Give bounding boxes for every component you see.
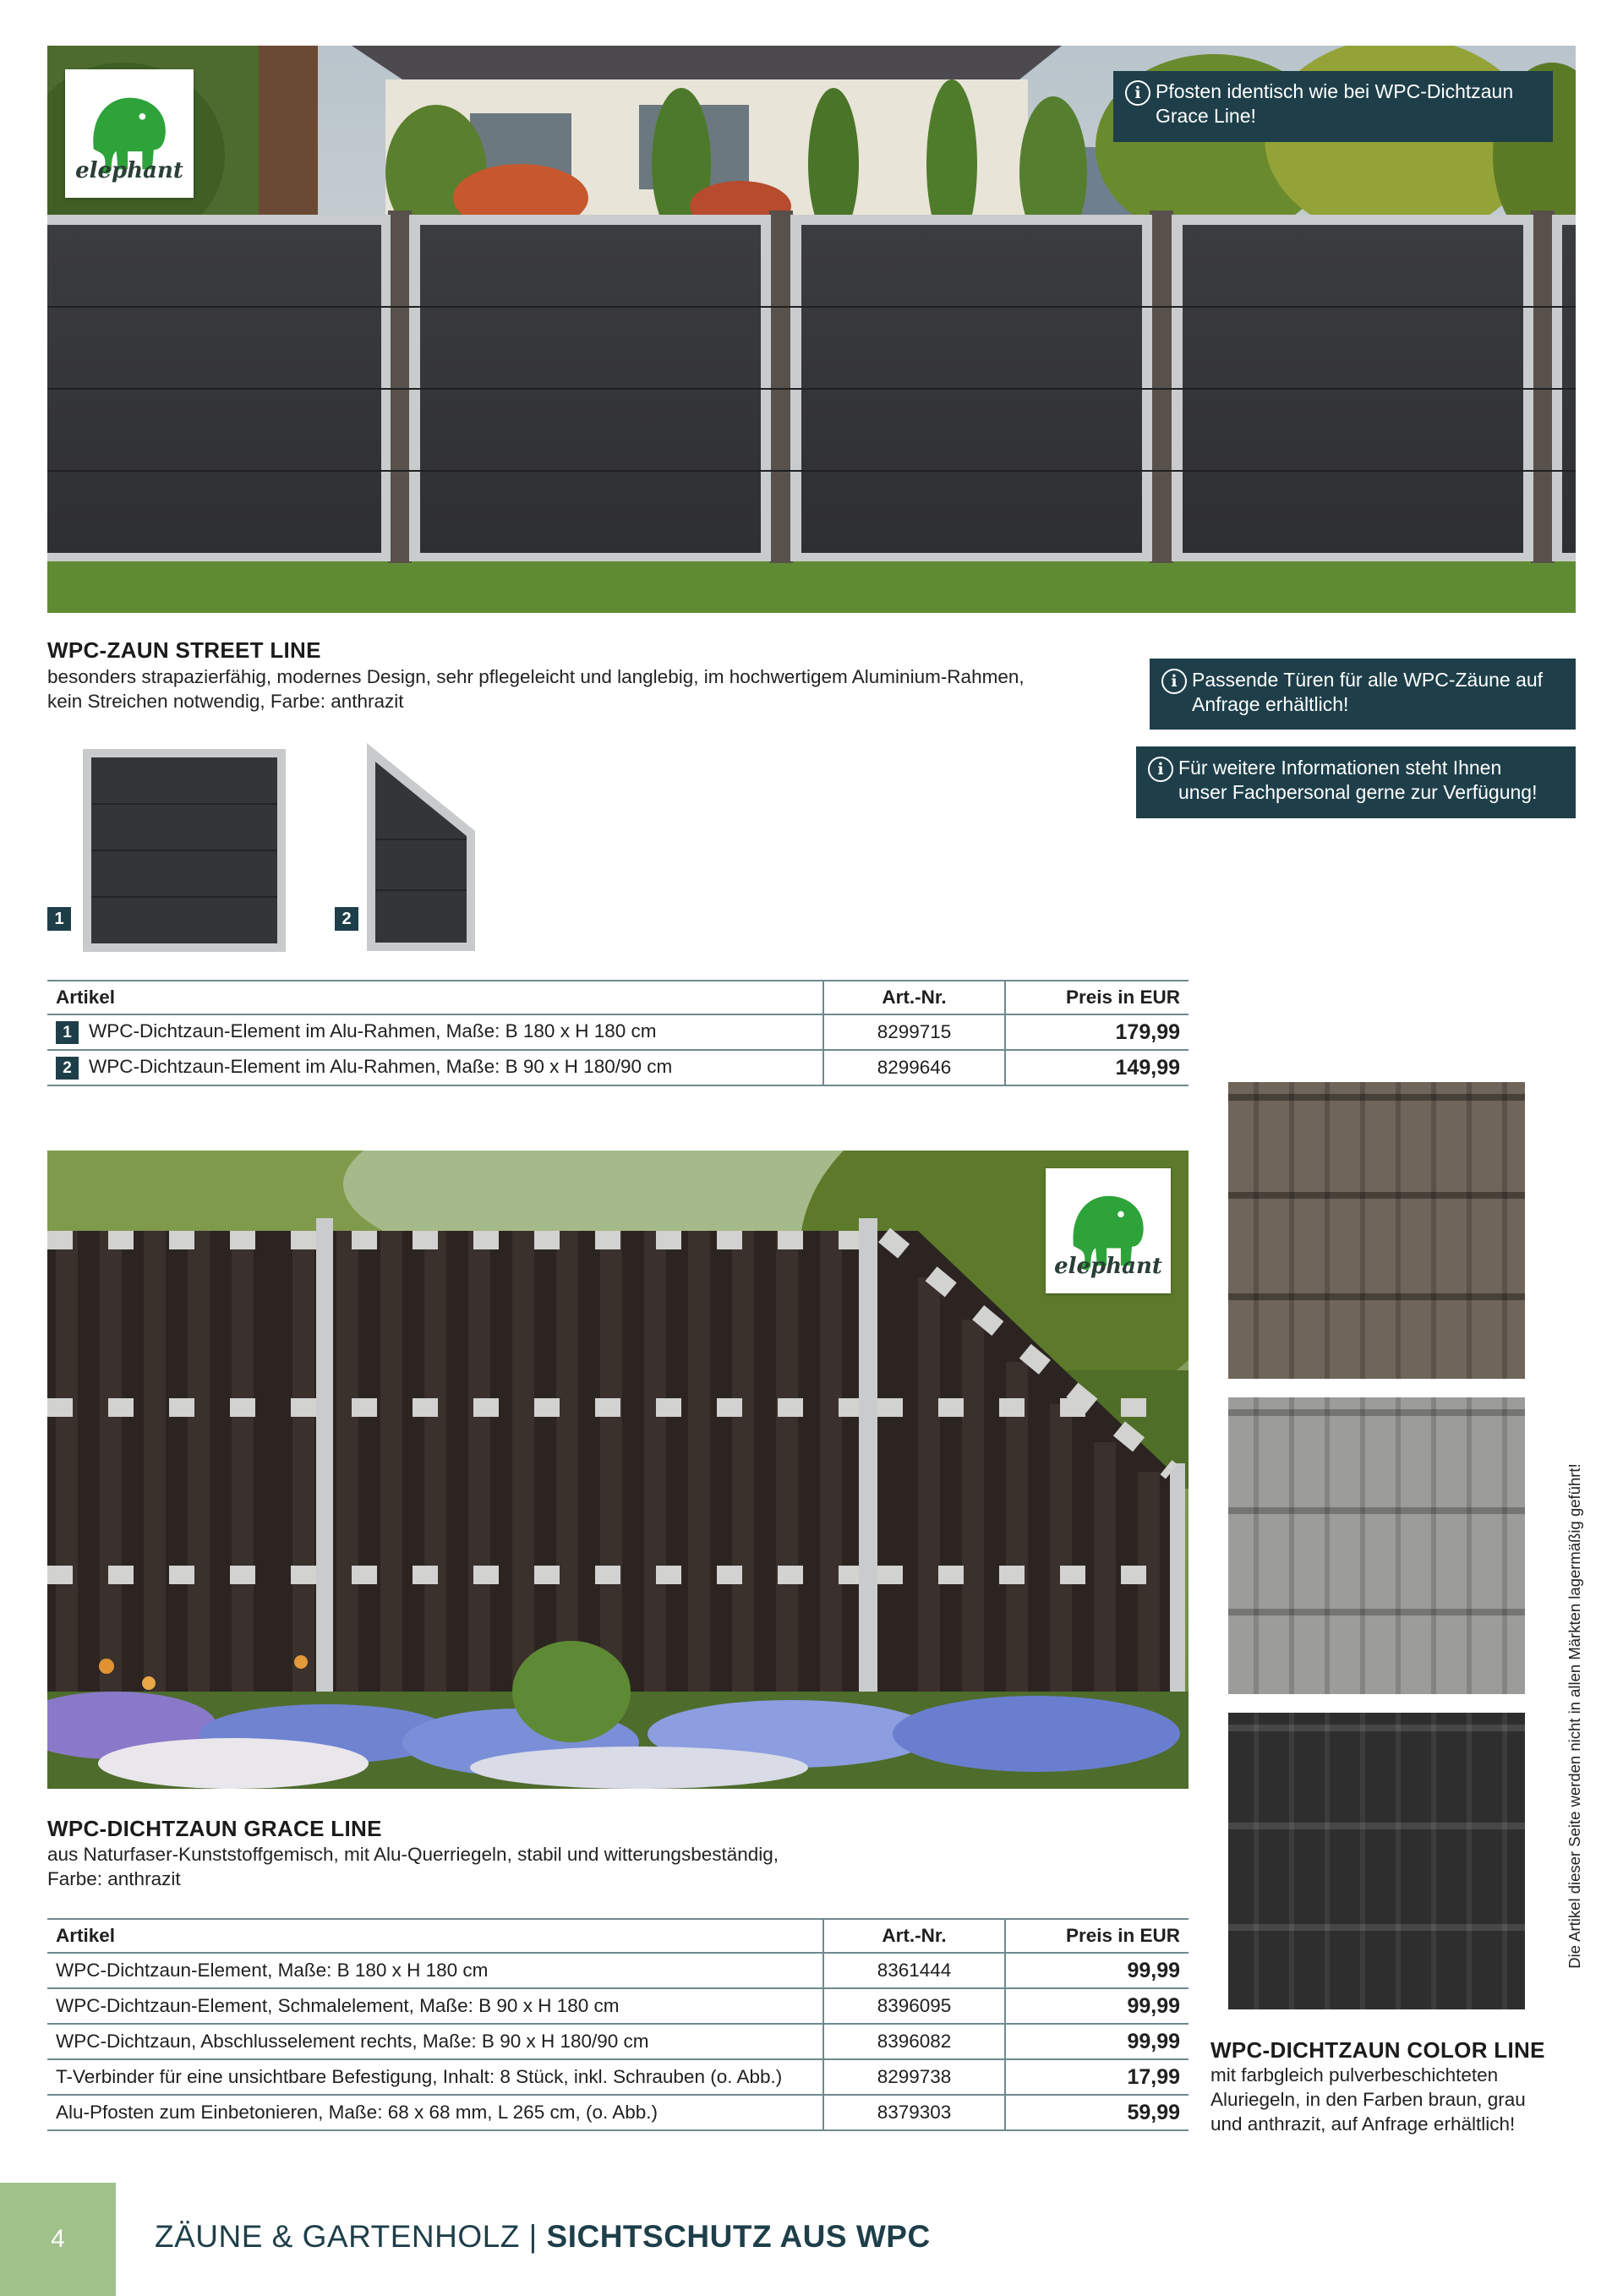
price-cell: 179,99 <box>1005 1014 1189 1050</box>
elephant-logo-grace <box>1046 1168 1171 1293</box>
swatch-brown-bg <box>1228 1082 1525 1379</box>
table-row <box>47 1988 1189 2024</box>
art-nr-cell: 8299738 <box>823 2059 1005 2095</box>
doors-info-text: Passende Türen für alle WPC-Zäune auf Anfrage erhältlich! <box>1192 669 1544 715</box>
posts-info-text: Pfosten identisch wie bei WPC-Dichtzaun Grace Line! <box>1156 80 1514 127</box>
doors-info-box <box>1150 659 1576 730</box>
thumb-element-full <box>76 730 298 960</box>
table-header-row <box>47 981 1189 1014</box>
artikel-text: WPC-Dichtzaun-Element im Alu-Rahmen, Maße: B 90 x H 180/90 cm <box>89 1056 673 1078</box>
swatch-grey <box>1228 1397 1525 1694</box>
info-icon: i <box>1161 669 1187 694</box>
table-row <box>47 1014 1189 1050</box>
price-cell: 17,99 <box>1005 2059 1189 2095</box>
col-artikel: Artikel <box>47 981 823 1014</box>
logo-wordmark: elephant <box>1054 1254 1162 1279</box>
thumb-number-1: 1 <box>47 907 71 931</box>
artikel-cell: Alu-Pfosten zum Einbetonieren, Maße: 68 x 68 mm, L 265 cm, (o. Abb.) <box>47 2095 823 2130</box>
footer-category: ZÄUNE & GARTENHOLZ <box>155 2219 520 2254</box>
street-line-description: besonders strapazierfähig, modernes Design, sehr pflegeleicht und langlebig, im hochwertigem Aluminium-Rahmen, kein Streichen notwendig, Farbe: anthrazit <box>47 666 1025 712</box>
grace-line-photo <box>47 1151 1189 1789</box>
table-row <box>47 1953 1189 1988</box>
col-art-nr: Art.-Nr. <box>823 981 1005 1014</box>
page-number-box <box>0 2183 116 2296</box>
price-cell: 99,99 <box>1005 1988 1189 2024</box>
table-header-row <box>47 1919 1189 1953</box>
price-cell: 99,99 <box>1005 1953 1189 1988</box>
swatch-grey-bg <box>1228 1397 1525 1694</box>
footer-title <box>155 2219 931 2255</box>
table-row <box>47 1050 1189 1085</box>
footer-separator: | <box>528 2219 538 2254</box>
artikel-cell: WPC-Dichtzaun, Abschlusselement rechts, Maße: B 90 x H 180/90 cm <box>47 2024 823 2059</box>
artikel-cell <box>47 1014 823 1050</box>
swatch-anthracite-bg <box>1228 1713 1525 2009</box>
grace-line-description: aus Naturfaser-Kunststoffgemisch, mit Alu-Querriegeln, stabil und witterungsbeständig, Farbe: anthrazit <box>47 1844 779 1889</box>
table-row <box>47 2095 1189 2130</box>
page-number: 4 <box>51 2225 65 2253</box>
posts-info-box <box>1113 71 1553 142</box>
staff-info-text: Für weitere Informationen steht Ihnen unser Fachpersonal gerne zur Verfügung! <box>1178 757 1538 803</box>
price-cell: 149,99 <box>1005 1050 1189 1085</box>
table-row <box>47 2024 1189 2059</box>
art-nr-cell: 8396095 <box>823 1988 1005 2024</box>
art-nr-cell: 8299646 <box>823 1050 1005 1085</box>
art-nr-cell: 8379303 <box>823 2095 1005 2130</box>
swatch-anthracite <box>1228 1713 1525 2009</box>
street-line-title: WPC-ZAUN STREET LINE <box>47 637 321 663</box>
info-icon: i <box>1125 80 1150 106</box>
color-line-title: WPC-DICHTZAUN COLOR LINE <box>1210 2037 1545 2063</box>
artikel-cell: WPC-Dichtzaun-Element, Schmalelement, Maße: B 90 x H 180 cm <box>47 1988 823 2024</box>
col-preis: Preis in EUR <box>1005 981 1189 1014</box>
table-row <box>47 2059 1189 2095</box>
staff-info-box <box>1136 746 1576 818</box>
price-cell: 59,99 <box>1005 2095 1189 2130</box>
col-preis: Preis in EUR <box>1005 1919 1189 1953</box>
row-number-badge: 1 <box>56 1021 79 1044</box>
art-nr-cell: 8299715 <box>823 1014 1005 1050</box>
art-nr-cell: 8361444 <box>823 1953 1005 1988</box>
side-stock-note: Die Artikel dieser Seite werden nicht in allen Märkten lagermäßig geführt! <box>1566 1463 1583 1969</box>
street-line-table <box>47 980 1189 1086</box>
price-cell: 99,99 <box>1005 2024 1189 2059</box>
art-nr-cell: 8396082 <box>823 2024 1005 2059</box>
grace-line-table <box>47 1918 1189 2131</box>
col-artikel: Artikel <box>47 1919 823 1953</box>
logo-wordmark: elephant <box>75 158 183 183</box>
grace-line-title: WPC-DICHTZAUN GRACE LINE <box>47 1816 382 1841</box>
elephant-logo <box>65 69 194 198</box>
thumb-number-2: 2 <box>335 907 358 931</box>
artikel-text: WPC-Dichtzaun-Element im Alu-Rahmen, Maße: B 180 x H 180 cm <box>89 1020 657 1042</box>
footer-section: SICHTSCHUTZ AUS WPC <box>546 2219 931 2254</box>
col-art-nr: Art.-Nr. <box>823 1919 1005 1953</box>
artikel-cell <box>47 1050 823 1085</box>
artikel-cell: WPC-Dichtzaun-Element, Maße: B 180 x H 180 cm <box>47 1953 823 1988</box>
row-number-badge: 2 <box>56 1057 79 1080</box>
swatch-brown <box>1228 1082 1525 1379</box>
color-line-description: mit farbgleich pulverbeschichteten Aluriegeln, in den Farben braun, grau und anthrazit, auf Anfrage erhältlich! <box>1210 2064 1526 2135</box>
info-icon: i <box>1148 757 1173 782</box>
thumb-element-slanted <box>362 738 480 958</box>
artikel-cell: T-Verbinder für eine unsichtbare Befestigung, Inhalt: 8 Stück, inkl. Schrauben (o. Abb.) <box>47 2059 823 2095</box>
